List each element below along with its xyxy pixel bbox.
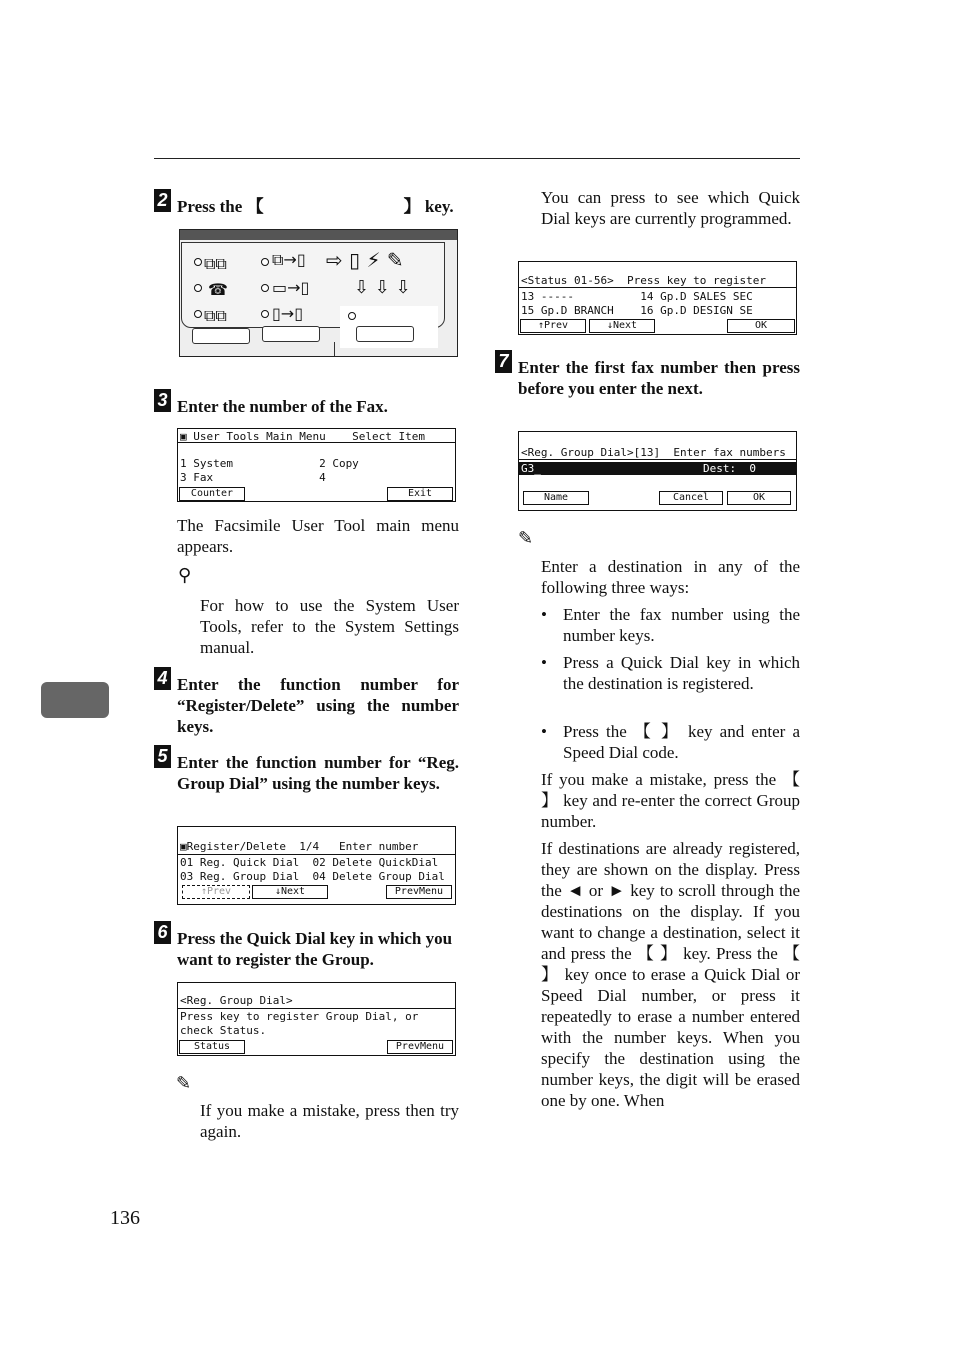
led	[261, 258, 269, 266]
led	[348, 312, 356, 320]
led	[194, 284, 202, 292]
lcd-register-delete	[177, 826, 456, 905]
step-4-text: Enter the function number for “Register/Delete” using the number keys.	[177, 675, 459, 736]
lcd-line: 15 Gp.D BRANCH 16 Gp.D DESIGN SE	[521, 304, 753, 317]
duplex-icon: ▯→▯	[272, 304, 304, 323]
step-6-text: Press the Quick Dial key in which you want to register the Group.	[177, 929, 453, 969]
lcd-next-button: ↓Next	[252, 885, 328, 899]
lcd-ok-button: OK	[727, 319, 795, 333]
pencil-icon: ✎	[518, 528, 534, 549]
copy-mode-icon: ⧉⧉	[204, 306, 227, 325]
panel-top-bar	[180, 230, 457, 240]
lcd-exit-button: Exit	[387, 487, 453, 501]
led	[261, 310, 269, 318]
lcd-line: <Reg. Group Dial>	[180, 994, 293, 1007]
led	[194, 258, 202, 266]
duplex-icon: ⧉→▯	[272, 250, 306, 269]
step-7-number: 7	[495, 350, 512, 373]
lcd-input-row: G3_ Dest: 0	[519, 462, 796, 475]
step-4-number: 4	[154, 667, 171, 690]
lcd-status-button: Status	[179, 1040, 245, 1054]
chapter-tab	[41, 682, 109, 718]
lcd-next-button: ↓Next	[589, 319, 655, 333]
hook-icon: ☎	[208, 280, 228, 299]
lcd-line: <Status 01-56> Press key to register	[521, 274, 767, 287]
step-3-text: Enter the number of the Fax.	[177, 397, 388, 416]
lcd-counter-button: Counter	[179, 487, 245, 501]
lcd-line: 01 Reg. Quick Dial 02 Delete QuickDial	[180, 856, 439, 869]
lcd-status	[518, 261, 797, 335]
header-rule	[154, 158, 800, 159]
magnifier-icon: ⚲	[178, 565, 192, 586]
lcd-line: 13 ----- 14 Gp.D SALES SEC	[521, 290, 753, 303]
mistake-reenter-text: If you make a mistake, press the 【 】 key and re-enter the correct Group number.	[541, 770, 800, 831]
panel-button	[192, 328, 250, 344]
lcd-line: 1 System 2 Copy	[180, 457, 359, 470]
lcd-line: ▣ User Tools Main Menu Select Item	[180, 430, 426, 443]
lcd-line: Press key to register Group Dial, or	[180, 1010, 419, 1023]
page-number: 136	[110, 1207, 140, 1229]
led	[261, 284, 269, 292]
lcd-cancel-button: Cancel	[659, 491, 723, 505]
destination-ways-text: Enter a destination in any of the following three ways:	[541, 557, 800, 597]
lcd-prevmenu-button: PrevMenu	[387, 1040, 453, 1054]
book-icon: ▭→▯	[272, 278, 310, 297]
panel-button	[262, 326, 320, 342]
lcd-line: 3 Fax 4	[180, 471, 326, 484]
bullet-item: • Press the 【 】 key and enter a Speed Dial code.	[541, 722, 800, 762]
step-7-text: Enter the first fax number then press before you enter the next.	[518, 358, 800, 398]
lcd-line: 03 Reg. Group Dial 04 Delete Group Dial	[180, 870, 445, 883]
step-2-text: Press the 【 】 key.	[177, 197, 454, 216]
lcd-line: <Reg. Group Dial>[13] Enter fax numbers	[521, 446, 786, 459]
tray-icons: ⇩ ⇩ ⇩	[354, 277, 411, 298]
led	[194, 310, 202, 318]
user-tools-key	[356, 326, 414, 342]
lcd-line: check Status.	[180, 1024, 267, 1037]
step-3-number: 3	[154, 389, 171, 412]
bullet-item: • Enter the fax number using the number keys.	[541, 605, 800, 645]
reference-text: For how to use the System User Tools, refer to the System Settings manual.	[200, 596, 459, 657]
lcd-prev-button: ↑Prev	[182, 885, 250, 899]
lcd-prev-button: ↑Prev	[520, 319, 586, 333]
pencil-icon: ✎	[176, 1073, 192, 1094]
registered-destinations-text: If destinations are already registered, they are shown on the display. Press the ◄ or ► key to scroll through the destinations on the display. If you want to change a destination, select it and press the 【 】 key. Press the 【 】 key once to erase a Quick Dial or Speed Dial number, or press it repeatedly to erase a number entered with the number keys. When you specify the destination using the number keys, the digit will be erased one by one. When	[541, 839, 800, 1110]
lcd-name-button: Name	[523, 491, 589, 505]
step-6-number: 6	[154, 921, 171, 944]
copy-mode-icon: ⧉⧉	[204, 254, 227, 273]
mode-icons: ⇨ ▯ ⚡ ✎	[326, 248, 404, 272]
step-2-number: 2	[154, 189, 171, 212]
step-5-number: 5	[154, 745, 171, 768]
menu-appears-text: The Facsimile User Tool main menu appears.	[177, 516, 459, 556]
mistake-note-text: If you make a mistake, press then try again.	[200, 1101, 459, 1141]
panel-divider	[334, 342, 335, 356]
lcd-user-tools-main-menu	[177, 428, 456, 502]
lcd-line: ▣Register/Delete 1/4 Enter number	[180, 840, 419, 853]
bullet-item: • Press a Quick Dial key in which the destination is registered.	[541, 653, 800, 693]
operation-panel-illustration	[179, 229, 458, 357]
lcd-enter-fax-numbers	[518, 431, 797, 511]
lcd-ok-button: OK	[727, 491, 791, 505]
lcd-prevmenu-button: PrevMenu	[386, 885, 452, 899]
status-press-text: You can press to see which Quick Dial keys are currently programmed.	[541, 188, 800, 228]
lcd-reg-group-dial	[177, 982, 456, 1056]
step-5-text: Enter the function number for “Reg. Group Dial” using the number keys.	[177, 753, 459, 793]
